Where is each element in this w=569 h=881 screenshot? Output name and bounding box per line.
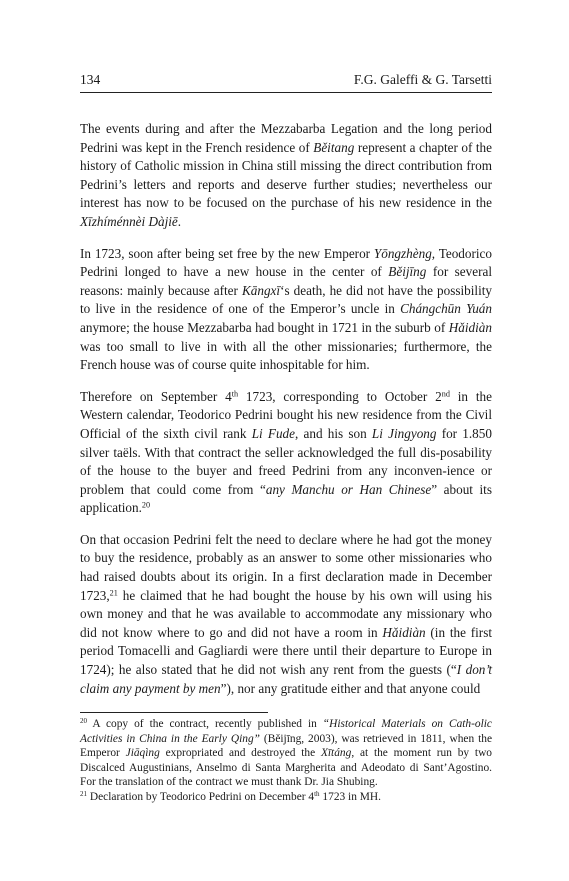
text-run: for 1.850 silver taëls. With that contract the seller acknowledged the full dis-posability of the house to the buyer and freed Pedrini from any inconven-ience or problem that could come from “: [80, 425, 492, 497]
text-run: for several reasons: mainly because after: [80, 264, 492, 298]
text-run: Therefore on September 4: [80, 388, 232, 404]
text-run: he claimed that he had bought the house by his own will using his own money and that he was available to accommodate any missionary who did not know where to go and did not have a room in: [80, 587, 492, 640]
italic-term: Jiāqìng: [125, 747, 160, 760]
body-text: [80, 120, 492, 711]
text-run: was too small to live in with all the other missionaries; furthermore, the French house was of course quite inhospitable for him.: [80, 338, 492, 373]
ordinal-suffix: nd: [441, 389, 450, 399]
footnote-ref: 20: [141, 500, 151, 510]
running-head-authors: F.G. Galeffi & G. Tarsetti: [353, 72, 492, 87]
text-run: expropriated and destroyed the: [159, 747, 321, 760]
footnote-20: [80, 717, 492, 790]
text-run: .: [177, 213, 182, 229]
italic-term: Li Jingyong: [371, 425, 437, 441]
text-run: 1723, corresponding to October 2: [238, 388, 442, 404]
text-run: 1723 in MH.: [319, 790, 381, 803]
italic-term: Chángchūn Yuán: [400, 301, 492, 317]
paragraph-2: [80, 245, 492, 375]
footnote-number: 20: [80, 717, 88, 726]
italic-term: any Manchu or Han Chinese: [265, 481, 432, 497]
text-run: A copy of the contract, recently published in: [87, 718, 323, 730]
text-run: On that occasion Pedrini felt the need to declare where he had got the money to buy the residence, probably as an answer to some other missionaries who had raised doubts about its origin. In a first declaration made in December 1723,: [80, 531, 492, 603]
italic-term: Li Fude: [251, 425, 295, 441]
text-run: Declaration by Teodorico Pedrini on December 4: [87, 790, 315, 803]
footnotes: [80, 717, 492, 805]
page-number: 134: [80, 72, 101, 87]
text-run: represent a chapter of the history of Catholic mission in China still missing the direct contribution from Pedrini’s letters and reports and deserve further studies; nevertheless our interest has now to be focused on the purchase of his new residence in the: [80, 139, 492, 211]
ordinal-suffix: th: [231, 389, 239, 399]
text-run: Teodorico Pedrini longed to have a new house in the center of: [80, 245, 492, 280]
italic-term: Běijīng: [388, 264, 427, 280]
text-run: , at the moment run by two Discalced Augustinians, Anselmo di Santa Margherita and Adeodato di Sant’Agostino. For the translation of the contract we must thank Dr. Jia Shubing.: [80, 747, 492, 789]
text-run: (in the first period Tomacelli and Gagliardi were there until their departure to Europe in 1724); he also stated that he did not wish any rent from the guests (“: [80, 624, 492, 678]
text-run: ” about its application.: [80, 481, 492, 516]
italic-term: Hǎidiàn: [382, 624, 426, 640]
italic-term: Yōngzhèng,: [373, 245, 436, 261]
paragraph-1: [80, 120, 492, 232]
text-run: The events during and after the Mezzabarba Legation and the long period Pedrini was kept in the French residence of: [80, 121, 492, 155]
footnote-number: 21: [80, 790, 88, 799]
running-header: [80, 72, 492, 88]
italic-term: Kāngxī: [241, 282, 281, 298]
text-run: anymore; the house Mezzabarba had bought in 1721 in the suburb of: [80, 319, 449, 335]
text-run: (Běijīng, 2003), was retrieved in 1811, when the Emperor: [80, 732, 493, 760]
italic-term: I don’t claim any payment by men: [80, 662, 492, 696]
text-run: ”), nor any gratitude either and that anyone could: [220, 680, 481, 696]
paragraph-3: [80, 388, 492, 518]
ordinal-suffix: th: [314, 790, 320, 799]
text-run: in the Western calendar, Teodorico Pedrini bought his new residence from the Civil Official of the sixth civil rank: [80, 388, 492, 441]
text-run: ‘s death, he did not have the possibility to live in the residence of one of the Emperor’s uncle in: [80, 282, 492, 317]
paragraph-4: [80, 531, 492, 698]
text-run: , and his son: [295, 425, 372, 441]
footnote-21: [80, 790, 492, 805]
italic-term: “Historical Materials on Cath-olic Activities in China in the Early Qing”: [80, 718, 492, 745]
header-rule: [80, 92, 492, 93]
italic-term: Xīzhíménnèi Dàjiē: [80, 213, 178, 229]
italic-term: Hǎidiàn: [448, 319, 492, 335]
italic-term: Xītáng: [320, 747, 352, 760]
italic-term: Běitang: [313, 139, 355, 155]
text-run: In 1723, soon after being set free by the new Emperor: [80, 245, 374, 261]
footnote-ref: 21: [109, 588, 118, 598]
footnote-rule: [80, 712, 268, 713]
